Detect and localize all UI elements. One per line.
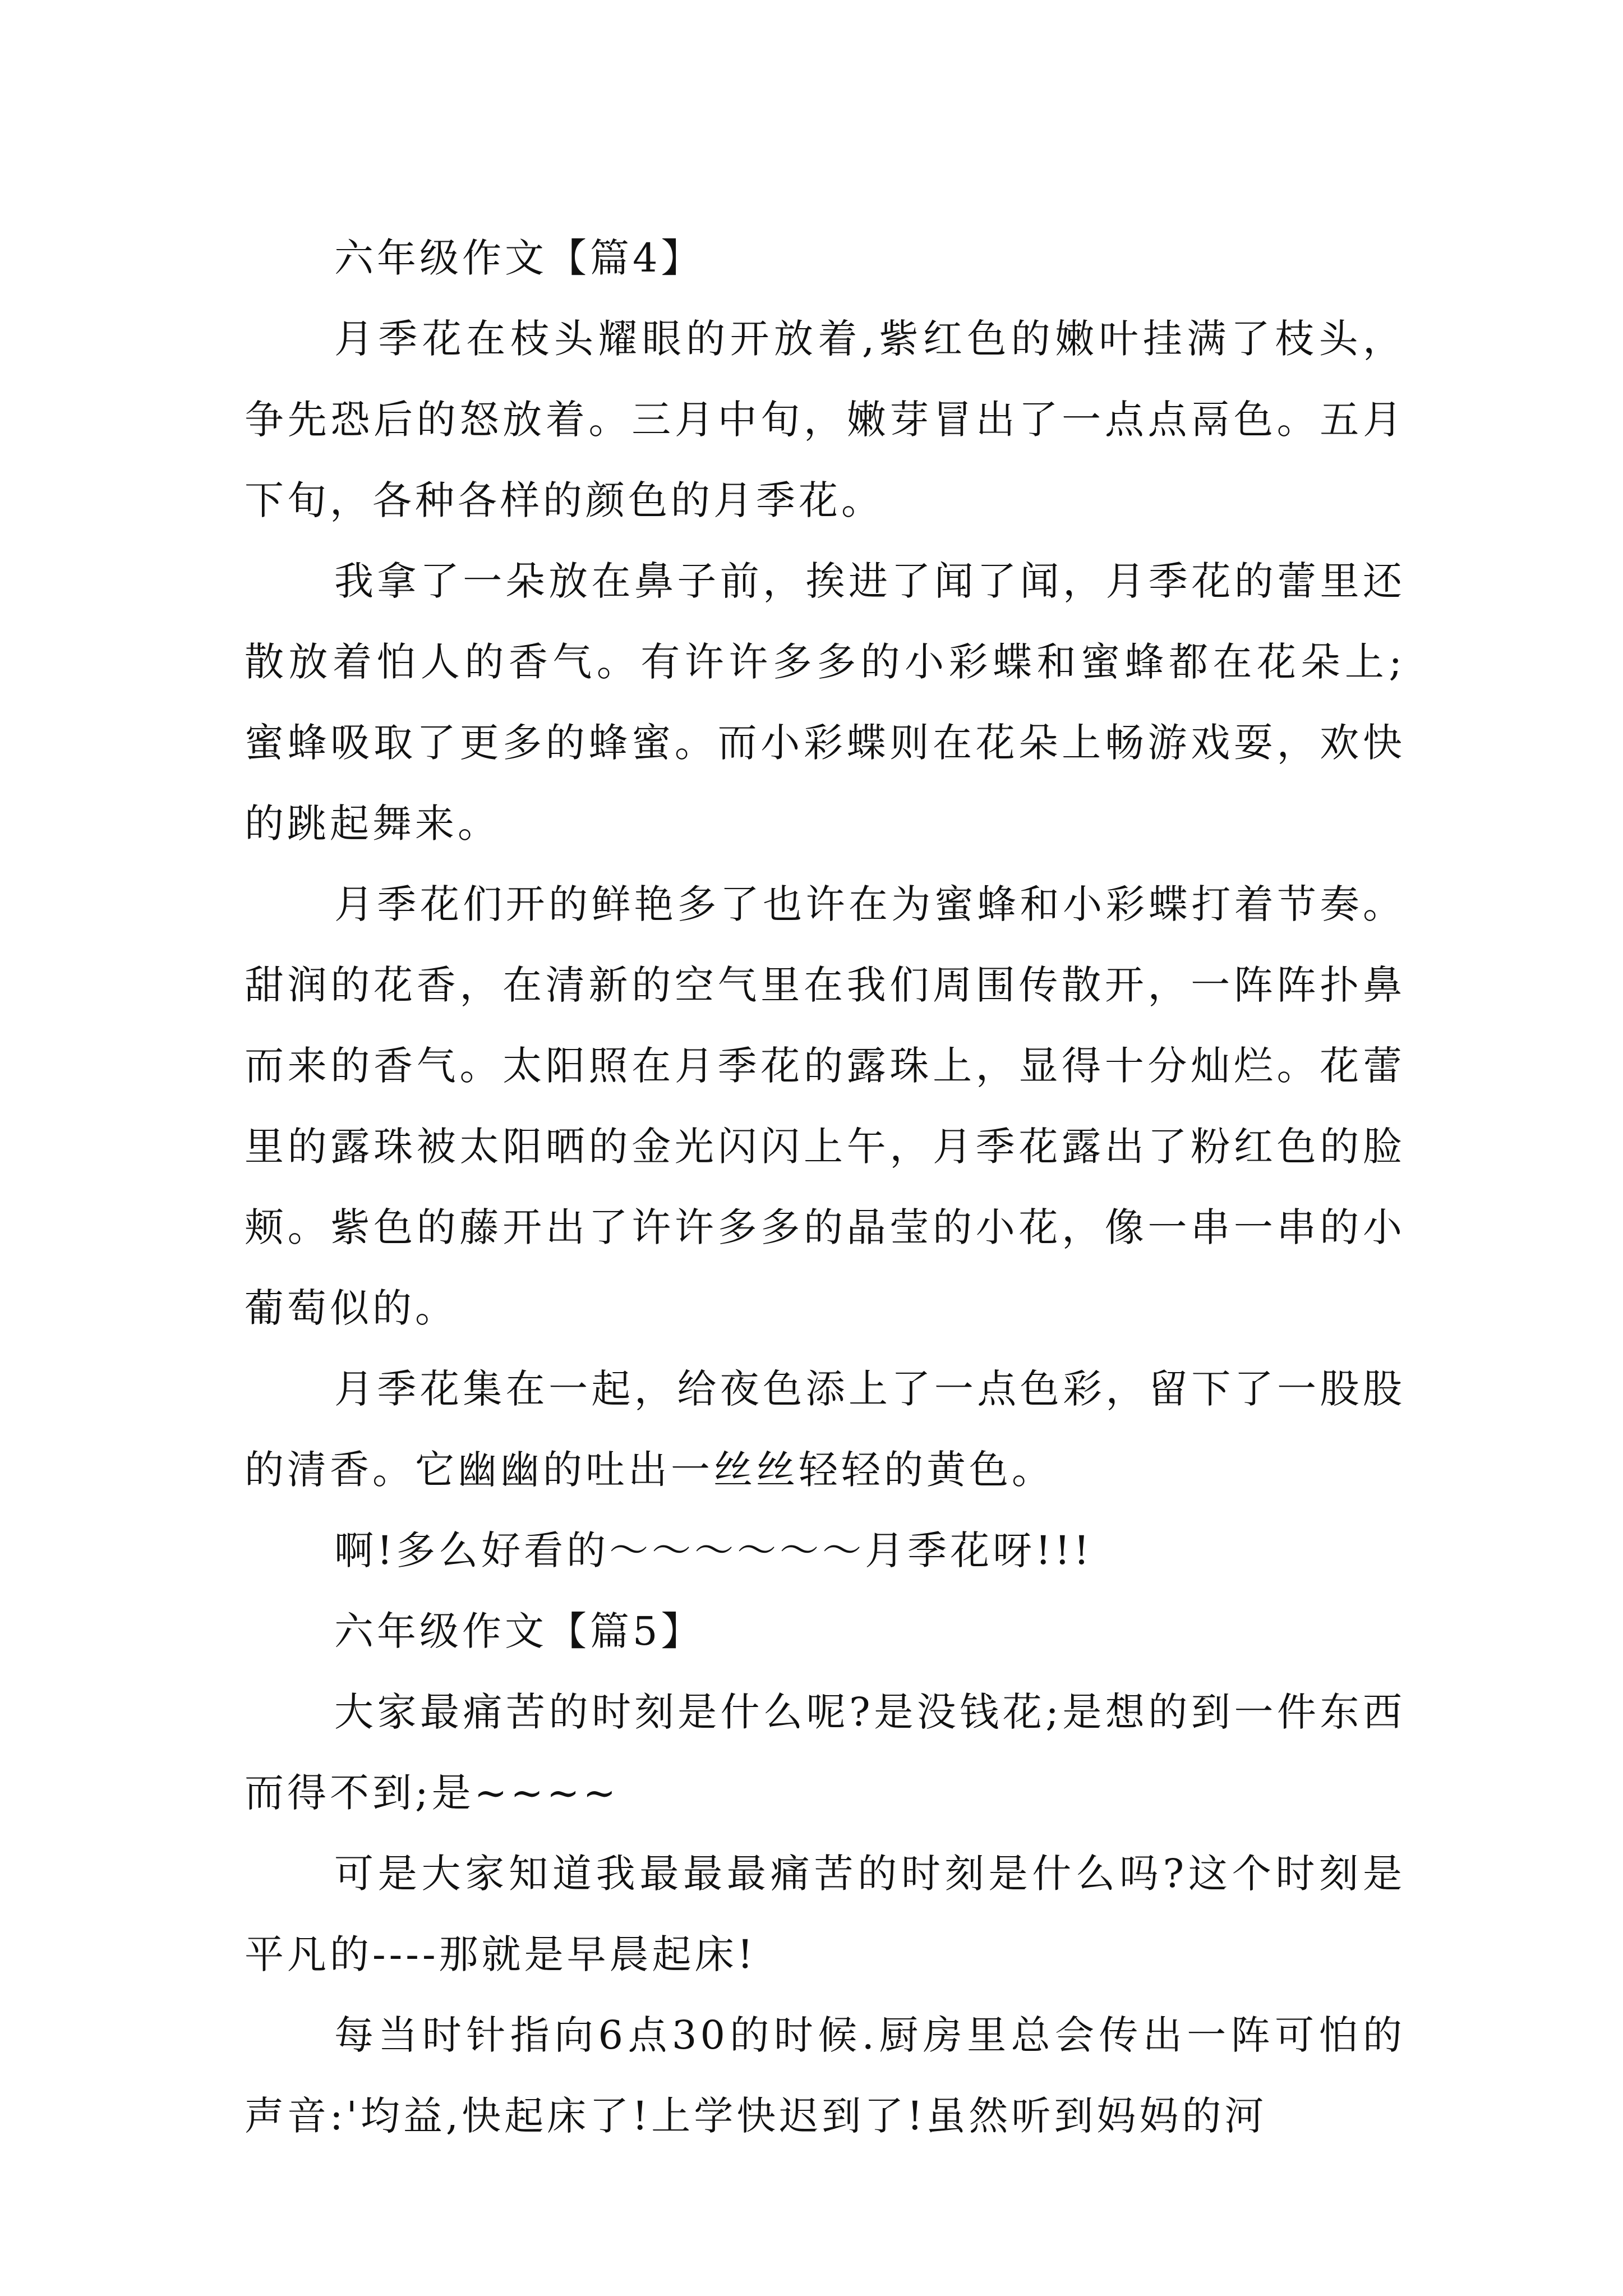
paragraph: 月季花集在一起，给夜色添上了一点色彩，留下了一股股的清香。它幽幽的吐出一丝丝轻轻的黄色。 (245, 1366, 1405, 1493)
paragraph: 月季花在枝头耀眼的开放着,紫红色的嫩叶挂满了枝头，争先恐后的怒放着。三月中旬，嫩芽冒出了一点点鬲色。五月下旬，各种各样的颜色的月季花。 (245, 316, 1405, 523)
paragraph: 可是大家知道我最最最痛苦的时刻是什么吗?这个时刻是平凡的----那就是早晨起床! (245, 1851, 1405, 1977)
paragraph: 大家最痛苦的时刻是什么呢?是没钱花;是想的到一件东西而得不到;是~~~~ (245, 1689, 1405, 1816)
paragraph: 月季花们开的鲜艳多了也许在为蜜蜂和小彩蝶打着节奏。甜润的花香，在清新的空气里在我们周围传散开，一阵阵扑鼻而来的香气。太阳照在月季花的露珠上，显得十分灿烂。花蕾里的露珠被太阳晒的金光闪闪上午，月季花露出了粉红色的脸颊。紫色的藤开出了许许多多的晶莹的小花，像一串一串的小葡萄似的。 (245, 881, 1405, 1331)
paragraph: 我拿了一朵放在鼻子前，挨进了闻了闻，月季花的蕾里还散放着怕人的香气。有许许多多的小彩蝶和蜜蜂都在花朵上;蜜蜂吸取了更多的蜂蜜。而小彩蝶则在花朵上畅游戏耍，欢快的跳起舞来。 (245, 558, 1405, 846)
document-body (245, 218, 1405, 2156)
section-heading: 六年级作文【篇4】 (334, 235, 704, 281)
paragraph: 啊!多么好看的～～～～～～月季花呀!!! (334, 1527, 1093, 1573)
paragraph: 每当时针指向6点30的时候.厨房里总会传出一阵可怕的声音:'均益,快起床了!上学快迟到了!虽然听到妈妈的河 (245, 2012, 1405, 2139)
section-heading: 六年级作文【篇5】 (334, 1608, 704, 1654)
